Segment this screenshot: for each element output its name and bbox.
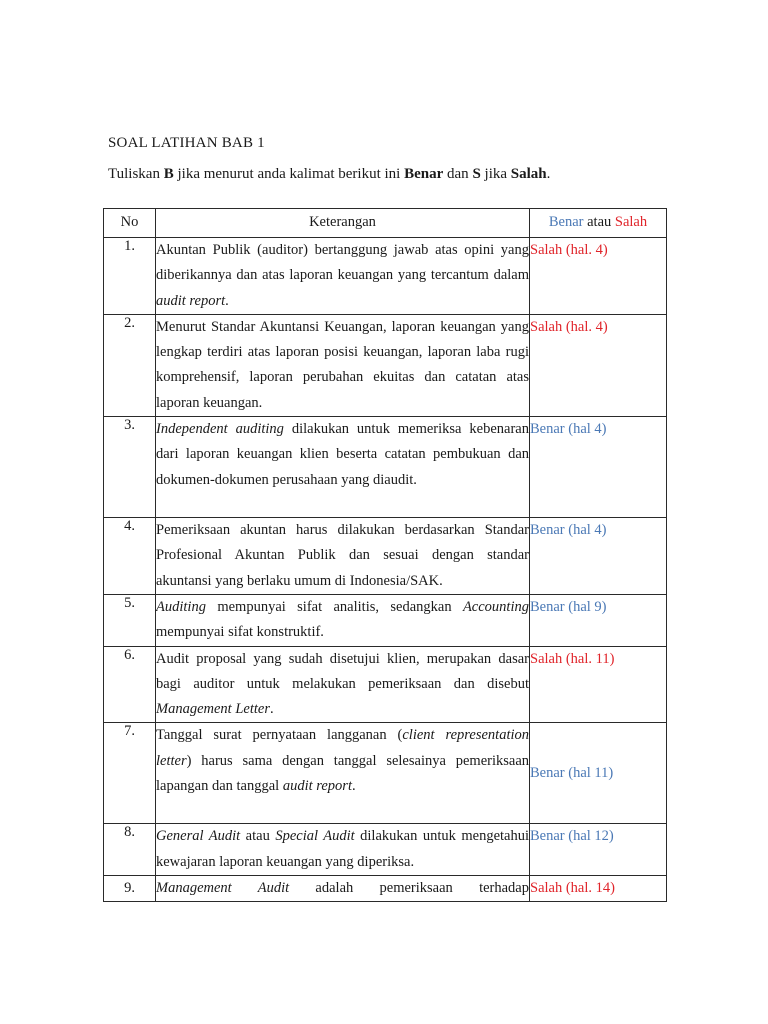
- row-answer: Salah (hal. 4): [530, 314, 667, 416]
- header-answer: Benar atau Salah: [530, 209, 667, 238]
- row-statement: General Audit atau Special Audit dilakukan untuk mengetahui kewajaran laporan keuangan yang diperiksa.: [156, 824, 530, 876]
- row-answer: Salah (hal. 4): [530, 238, 667, 315]
- table-header-row: [104, 209, 667, 238]
- header-keterangan: Keterangan: [156, 209, 530, 238]
- row-number: 6.: [104, 646, 156, 723]
- table-row: [104, 314, 667, 416]
- table-row: [104, 518, 667, 595]
- row-statement: Audit proposal yang sudah disetujui klien, merupakan dasar bagi auditor untuk melakukan pemeriksaan dan disebut Management Letter.: [156, 646, 530, 723]
- table-row: [104, 238, 667, 315]
- table-row: [104, 876, 667, 902]
- row-answer: Benar (hal 9): [530, 594, 667, 646]
- table-row: [104, 594, 667, 646]
- instruction-text: Tuliskan B jika menurut anda kalimat berikut ini Benar dan S jika Salah.: [108, 166, 551, 182]
- table-row: [104, 723, 667, 824]
- quiz-table: [103, 208, 667, 902]
- row-number: 4.: [104, 518, 156, 595]
- row-number: 3.: [104, 417, 156, 518]
- row-answer: Benar (hal 11): [530, 723, 667, 824]
- row-answer: Benar (hal 4): [530, 518, 667, 595]
- table-row: [104, 824, 667, 876]
- row-statement: Menurut Standar Akuntansi Keuangan, laporan keuangan yang lengkap terdiri atas laporan posisi keuangan, laporan laba rugi komprehensif, laporan perubahan ekuitas dan catatan atas laporan keuangan.: [156, 314, 530, 416]
- row-number: 1.: [104, 238, 156, 315]
- row-answer: Benar (hal 4): [530, 417, 667, 518]
- row-statement: Management Audit adalah pemeriksaan terhadap: [156, 876, 530, 902]
- row-number: 7.: [104, 723, 156, 824]
- row-number: 5.: [104, 594, 156, 646]
- row-answer: Benar (hal 12): [530, 824, 667, 876]
- row-number: 9.: [104, 876, 156, 902]
- row-statement: Independent auditing dilakukan untuk memeriksa kebenaran dari laporan keuangan klien beserta catatan pembukuan dan dokumen-dokumen perusahaan yang diaudit.: [156, 417, 530, 518]
- row-number: 8.: [104, 824, 156, 876]
- row-statement: Akuntan Publik (auditor) bertanggung jawab atas opini yang diberikannya dan atas laporan keuangan yang tercantum dalam audit report.: [156, 238, 530, 315]
- row-statement: Pemeriksaan akuntan harus dilakukan berdasarkan Standar Profesional Akuntan Publik dan sesuai dengan standar akuntansi yang berlaku umum di Indonesia/SAK.: [156, 518, 530, 595]
- row-statement: Tanggal surat pernyataan langganan (client representation letter) harus sama dengan tanggal selesainya pemeriksaan lapangan dan tanggal audit report.: [156, 723, 530, 824]
- row-answer: Salah (hal. 11): [530, 646, 667, 723]
- row-number: 2.: [104, 314, 156, 416]
- row-answer: Salah (hal. 14): [530, 876, 667, 902]
- table-row: [104, 646, 667, 723]
- document-title: SOAL LATIHAN BAB 1: [108, 135, 265, 151]
- row-statement: Auditing mempunyai sifat analitis, sedangkan Accounting mempunyai sifat konstruktif.: [156, 594, 530, 646]
- header-no: No: [104, 209, 156, 238]
- table-row: [104, 417, 667, 518]
